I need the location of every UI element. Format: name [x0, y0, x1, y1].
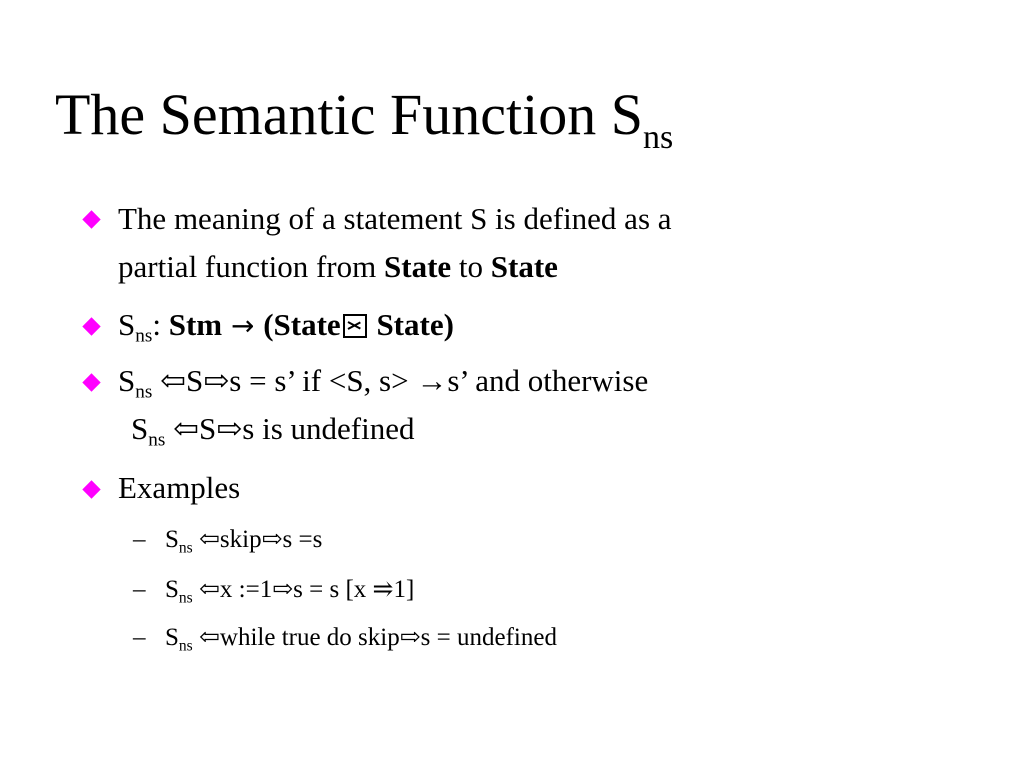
arrow-icon: →: [222, 309, 264, 342]
bullet-diamond-icon: [82, 373, 100, 391]
bullet-4: Examples: [118, 470, 241, 505]
example-3: $S_{ns}$ ⇦while true do skip⇨s = undefined: [165, 624, 557, 655]
example-1: $S_{ns}$ ⇦skip⇨s =s: [165, 526, 323, 557]
bold-state-1: State: [384, 249, 452, 284]
slide-title: [55, 80, 674, 156]
bullet-1-line-1: The meaning of a statement S is defined as a: [118, 201, 672, 236]
bold-state-2: State: [490, 249, 558, 284]
bullet-2: $S_{ns}$: Stm → (State State): [118, 307, 454, 347]
dash-bullet: –: [133, 576, 146, 603]
bullet-1-line-2: partial function from State to State: [118, 249, 558, 284]
dash-bullet: –: [133, 526, 146, 553]
bullet-3-line-2: $S_{ns}$ ⇦S⇨s is undefined: [131, 411, 415, 451]
title-subscript: ns: [643, 119, 674, 156]
title-main: The Semantic Function S: [55, 82, 643, 147]
partial-function-box-icon: [343, 314, 367, 338]
bullet-3-line-1: $S_{ns}$ ⇦S⇨s = s’ if <S, s> →s’ and otherwise: [118, 363, 649, 403]
bullet-diamond-icon: [82, 317, 100, 335]
bullet-diamond-icon: [82, 210, 100, 228]
dash-bullet: –: [133, 624, 146, 651]
bullet-diamond-icon: [82, 480, 100, 498]
example-2: $S_{ns}$ ⇦x :=1⇨s = s [x ⥤1]: [165, 576, 415, 607]
